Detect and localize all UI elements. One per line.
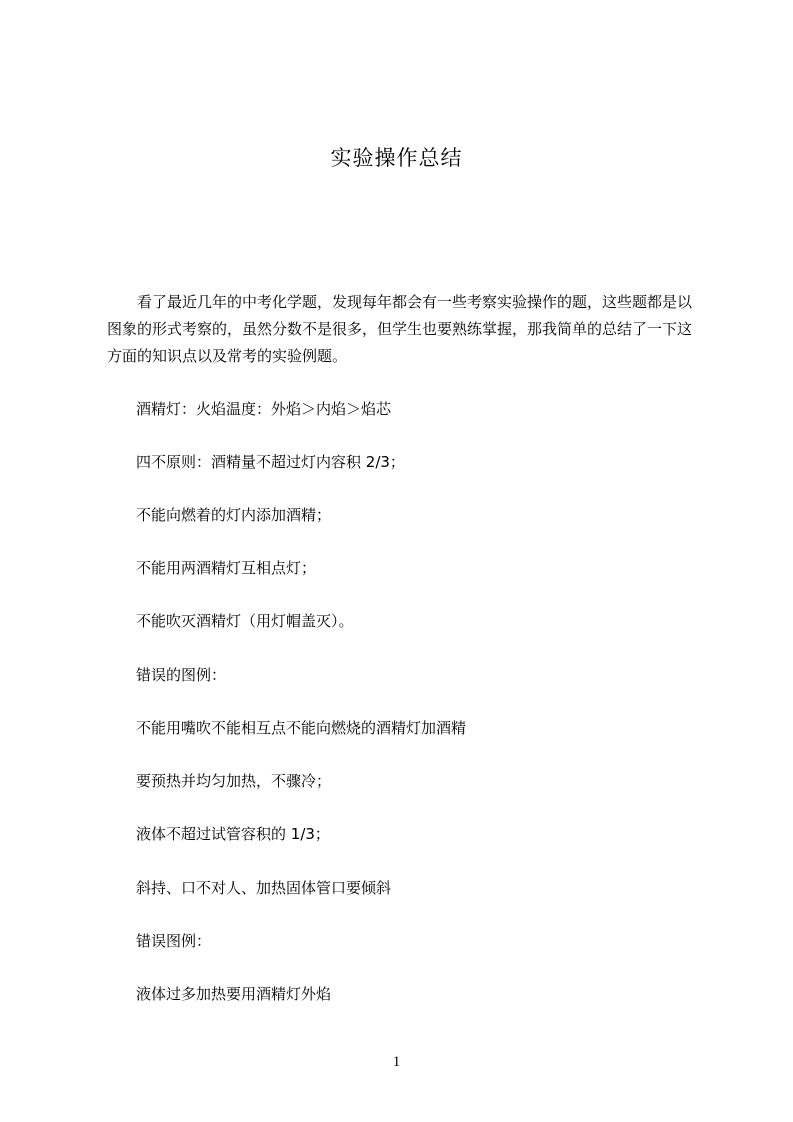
- text-line-outer-flame: 液体过多加热要用酒精灯外焰: [136, 985, 332, 1003]
- page-number: 1: [392, 1054, 401, 1070]
- text-line-no-adding-alcohol: 不能向燃着的灯内添加酒精；: [136, 506, 332, 524]
- text-line-tilt-tube: 斜持、口不对人、加热固体管口要倾斜: [136, 879, 392, 897]
- text-line-wrong-examples-heading: 错误的图例：: [136, 666, 227, 684]
- intro-paragraph: 看了最近几年的中考化学题，发现每年都会有一些考察实验操作的题，这些题都是以图象的形式考察的，虽然分数不是很多，但学生也要熟练掌握，那我简单的总结了一下这方面的知识点以及常考的实验例题。: [107, 293, 693, 365]
- text-line-alcohol-lamp-flame: 酒精灯：火焰温度：外焰＞内焰＞焰芯: [136, 400, 392, 418]
- text-line-liquid-volume: 液体不超过试管容积的 1/3；: [136, 825, 330, 843]
- text-line-no-blowing-out: 不能吹灭酒精灯（用灯帽盖灭）。: [136, 612, 354, 630]
- text-line-four-rules: 四不原则：酒精量不超过灯内容积 2/3；: [136, 453, 405, 471]
- text-line-no-lamp-to-lamp: 不能用两酒精灯互相点灯；: [136, 559, 317, 577]
- text-line-wrong-examples-list: 不能用嘴吹不能相互点不能向燃烧的酒精灯加酒精: [136, 719, 467, 737]
- text-line-wrong-figure-heading: 错误图例：: [136, 932, 212, 950]
- document-title: 实验操作总结: [330, 146, 463, 170]
- text-line-preheat: 要预热并均匀加热，不骤冷；: [136, 772, 332, 790]
